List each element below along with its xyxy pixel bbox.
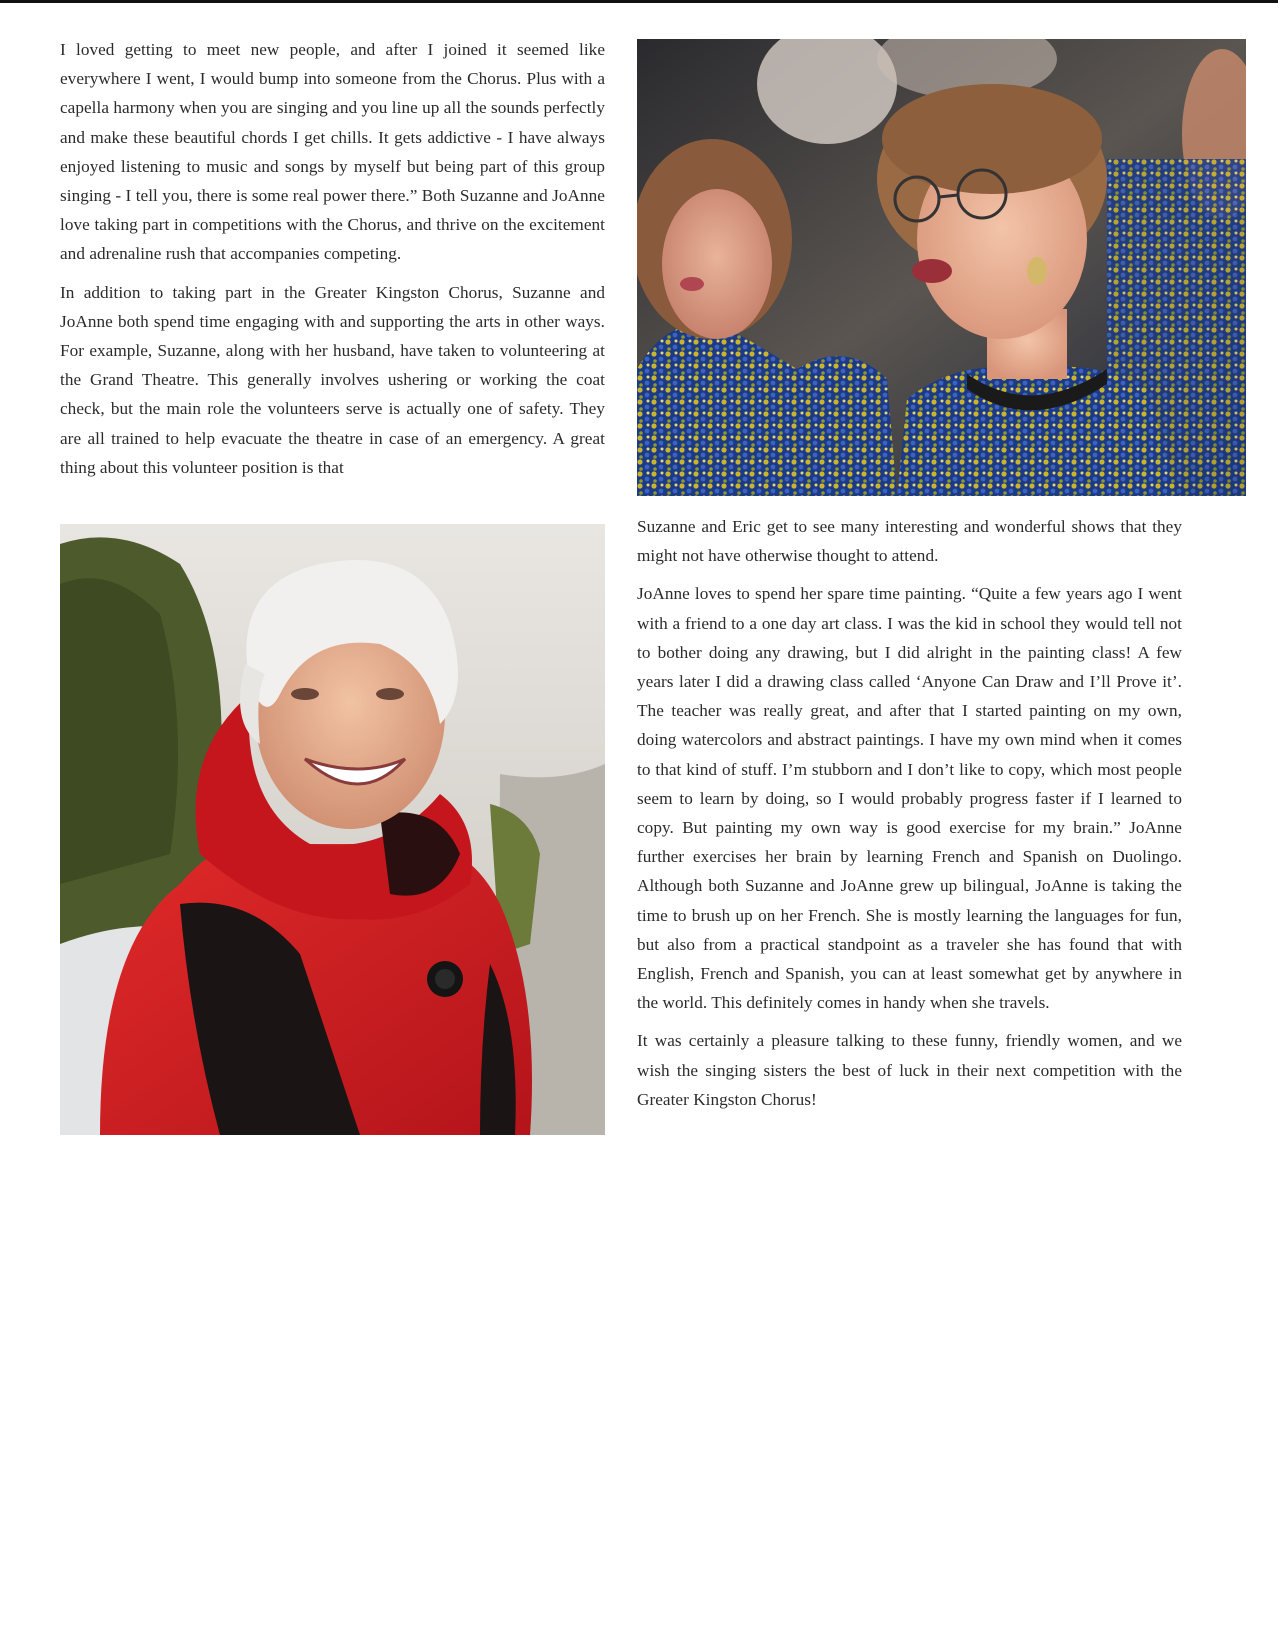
paragraph-theatre-shows: Suzanne and Eric get to see many interesting and wonderful shows that they might not have otherwise thought to attend. (637, 517, 1182, 566)
joanne-portrait-photo (60, 524, 605, 1135)
page-top-rule (0, 0, 1278, 3)
paragraph-painting: JoAnne loves to spend her spare time painting. “Quite a few years ago I went with a friend to a one day art class. I was the kid in school they would tell not to bother doing any drawing, but I did alright in the painting class! A few years later I did a drawing class called ‘Anyone Can Draw and I’ll Prove it’. The teacher was really great, and after that I started painting on my own, doing watercolors and abstract paintings. I have my own mind when it comes to that kind of stuff. I’m stubborn and I don’t like to copy, which most people seem to learn by doing, so I would probably progress faster if I learned to copy. But painting my own way is good exercise for my brain.” JoAnne further exercises her brain by learning French and Spanish on Duolingo. Although both Suzanne and JoAnne grew up bilingual, JoAnne is taking the time to brush up on her French. She is mostly learning the languages for fun, but also from a practical standpoint as a traveler she has found that with English, French and Spanish, you can at least somewhat get by anywhere in the world. This definitely comes in handy when she travels. (637, 584, 1182, 1013)
paragraph-arts-volunteering: In addition to taking part in the Greater Kingston Chorus, Suzanne and JoAnne both spend time engaging with and supporting the arts in other ways. For example, Suzanne, along with her husband, have taken to volunteering at the Grand Theatre. This generally involves ushering or working the coat check, but the main role the volunteers serve is actually one of safety. They are all trained to help evacuate the theatre in case of an emergency. A great thing about this volunteer position is that (60, 282, 605, 477)
paragraph-chorus-experience: I loved getting to meet new people, and after I joined it seemed like everywhere I went, I would bump into someone from the Chorus. Plus with a capella harmony when you are singing and you line up all the sounds perfectly and make these beautiful chords I get chills. It gets addictive - I have always enjoyed listening to music and songs by myself but being part of this group singing - I tell you, there is some real power there.” Both Suzanne and JoAnne love taking part in competitions with the Chorus, and thrive on the excitement and adrenaline rush that accompanies competing. (60, 40, 605, 264)
paragraph-closing: It was certainly a pleasure talking to these funny, friendly women, and we wish the singing sisters the best of luck in their next competition with the Greater Kingston Chorus! (637, 1031, 1182, 1109)
chorus-singers-photo (637, 39, 1246, 496)
left-text-column (60, 35, 605, 482)
right-text-column (637, 512, 1182, 1114)
